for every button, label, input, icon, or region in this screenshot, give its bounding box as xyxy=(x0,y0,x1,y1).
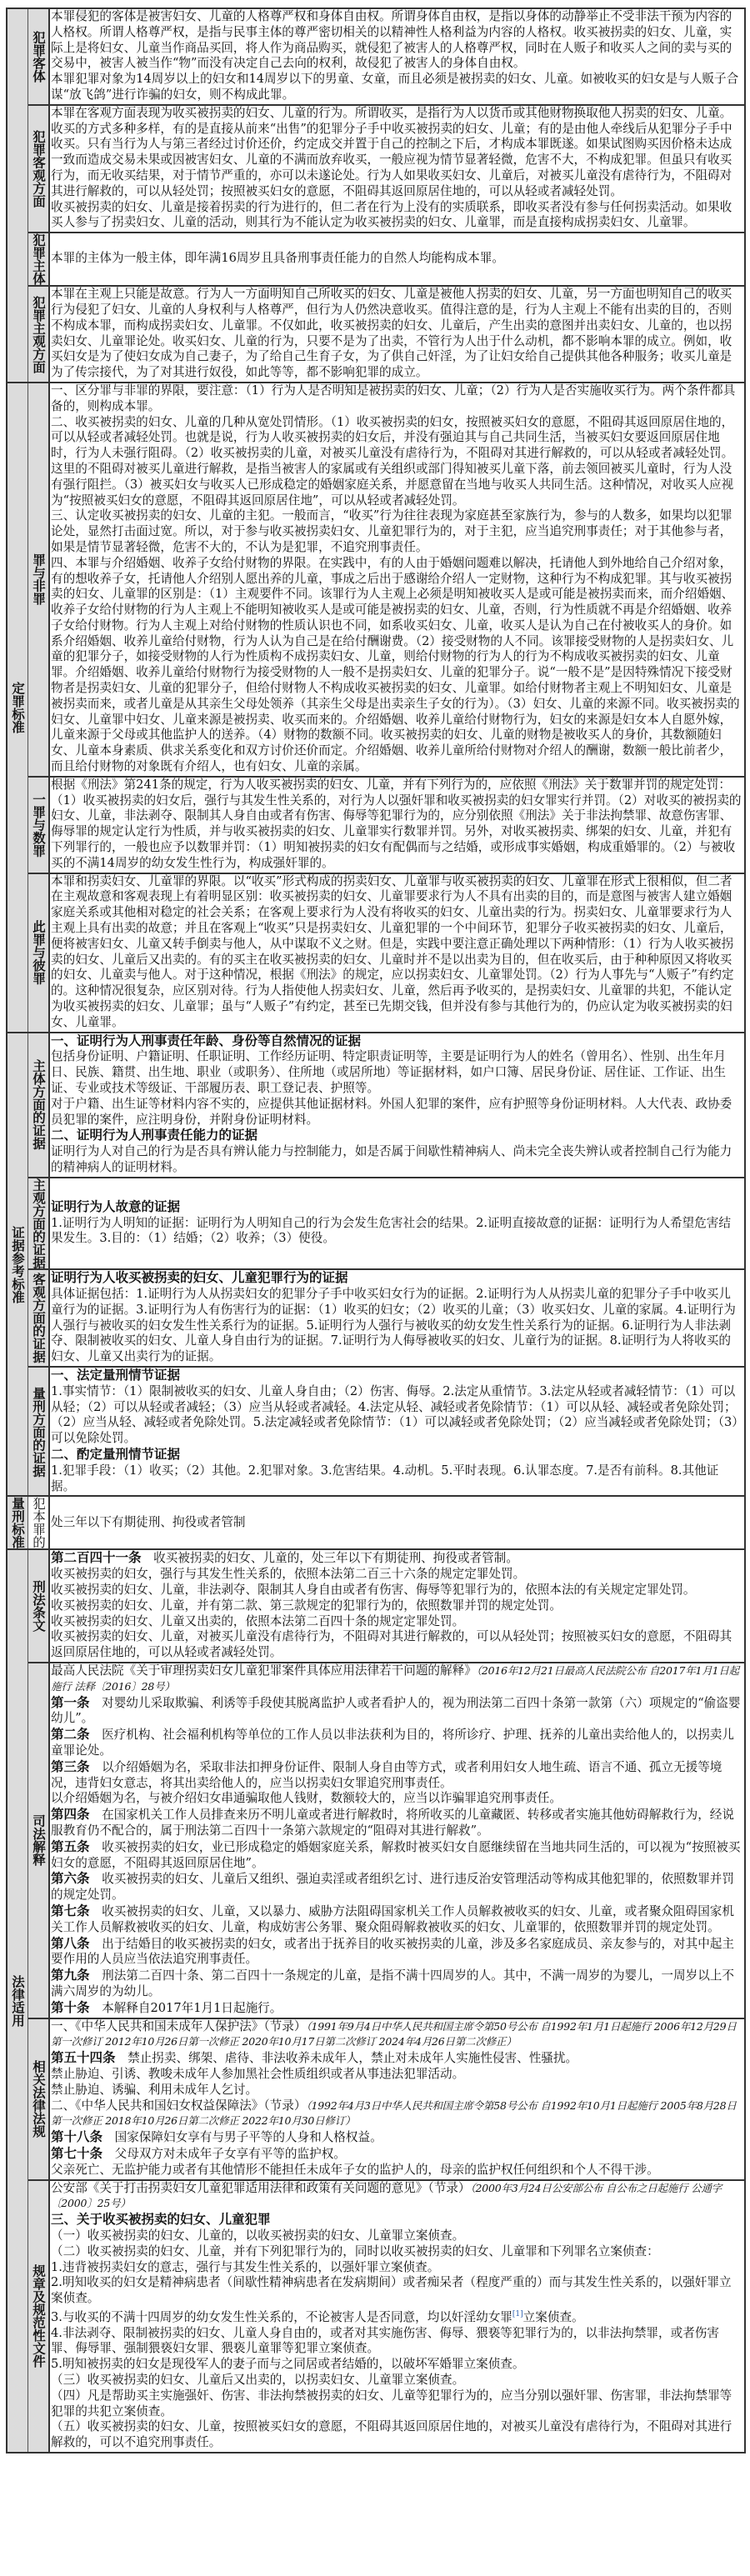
paragraph-text: 一、《中华人民共和国未成年人保护法》（节录） xyxy=(51,2018,307,2033)
paragraph-text: 出于结婚目的收买被拐卖的妇女，或者出于抚养目的收买被拐卖的儿童，涉及多名家庭成员、亲友参与的，对其中起主要作用的人员应当依法追究刑事责任。 xyxy=(51,1936,734,1967)
paragraph: 四、本罪与介绍婚姻、收养子女给付财物的界限。在实践中，有的人由于婚姻问题难以解决，托请他人到外地给自己介绍对象，有的想收养子女，托请他人介绍别人愿出养的儿童，事成之后出于感谢给介绍人一定财物，这种行为不构成犯罪。其与收买被拐卖的妇女、儿童罪的区别是：（1）主观要件不同。该罪行为人主观上必须是明知被收买人是或可能是被拐卖而来，而介绍婚姻、收养子女给付财物的行为人主观上不能明知被收买人是或可能是被拐卖的妇女、儿童，否则，行为性质就不再是介绍婚姻、收养子女给付财物。行为人主观上对给付财物的性质认识也不同，如系收买妇女、儿童，收买人是认为自己在付被收买人的身价。如系介绍婚姻、收养儿童给付财物，行为人认为自己是在给付酬谢费。（2）接受财物的人不同。该罪接受财物的人是拐卖妇女、儿童的犯罪分子，如接受财物的人行为性质构不成拐卖妇女、儿童，则给付财物的行为人的行为不构成收买被拐卖的妇女、儿童罪。介绍婚姻、收养儿童给付财物行为接受财物的人一般不是拐卖妇女、儿童的犯罪分子。说“一般不是”是因特殊情况下接受财物者是拐卖妇女、儿童的犯罪分子，但给付财物人不构成收买被拐卖的妇女、儿童罪。如给付财物者主观上不明知妇女、儿童是被拐卖而来，或者儿童是从其亲生父母处领养（其亲生父母是出卖亲生子女的行为）。（3）妇女、儿童的来源不同。收买被拐卖的妇女、儿童罪中妇女、儿童来源是被拐卖、收买而来的。介绍婚姻、收养儿童给付财物行为，妇女的来源是妇女本人自愿外嫁，儿童来源于父母或其他监护人的送养。（4）财物的数额不同。收买被拐卖的妇女、儿童的财物是被收买人的身价，其数额随妇女、儿童本身素质、供求关系变化和双方讨价还价而定。介绍婚姻、收养儿童所给付财物对介绍人的酬谢，数额一般比前者少，而且给付财物的对象既有介绍人，也有妇女、儿童的亲属。 xyxy=(51,555,740,774)
section-label-cell xyxy=(8,1550,28,2451)
article-heading: 第十八条 xyxy=(51,2128,103,2145)
paragraph xyxy=(51,2357,742,2373)
paragraph xyxy=(51,1629,742,1661)
paragraph: 本罪在客观方面表现为收买被拐卖的妇女、儿童的行为。所谓收买，是指行为人以货币或其他财物换取他人拐卖的妇女、儿童。收买的方式多种多样，有的是直接从前来“出售”的犯罪分子手中收买被拐卖的妇女、儿童；有的是由他人牵线后从犯罪分子手中收买。只有当行为人与第三者经过讨价还价，约定成交并置于自己的控制之下后，才构成本罪既遂。如果试图购买因价格未达成一致而造成交易未果或因被害妇女、儿童的不满而放弃收买，一般应视为情节显著轻微，危害不大，不构成犯罪。但虽只有收买行为，而无收买结果，对于情节严重的，亦可以未遂论处。行为人如果收买妇女、儿童后，对被买儿童没有虐待行为，不阻碍对其进行解救的，可以从轻处罚；按照被买妇女的意愿，不阻碍其返回原居住地的，可以从轻或者减轻处罚。 xyxy=(51,105,732,198)
row-label-cell xyxy=(28,9,50,104)
row-label: 犯罪主观方面 xyxy=(31,295,47,373)
table-row xyxy=(28,1550,744,1663)
paragraph xyxy=(51,2050,742,2067)
row-content xyxy=(50,9,744,104)
paragraph xyxy=(51,1791,742,1807)
paragraph-text: 二、《中华人民共和国妇女权益保障法》（节录） xyxy=(51,2098,307,2113)
table-row xyxy=(28,1663,744,2019)
paragraph xyxy=(51,1695,742,1728)
paragraph xyxy=(51,1368,742,1384)
article-heading: 第八条 xyxy=(51,1934,90,1951)
article-heading: 第六条 xyxy=(51,1870,90,1887)
paragraph xyxy=(51,1968,742,2000)
row-label-cell xyxy=(28,1178,50,1269)
paragraph xyxy=(51,2388,742,2420)
paragraph xyxy=(51,2000,742,2017)
paragraph-text: 对婴幼儿采取欺骗、利诱等手段使其脱离监护人或者看护人的，视为刑法第二百四十条第一款第（六）项规定的“偷盗婴幼儿”。 xyxy=(51,1695,741,1726)
row-label-cell xyxy=(28,287,50,382)
article-heading: 证明行为人收买被拐卖的妇女、儿童犯罪行为的证据 xyxy=(51,1269,348,1286)
row-content xyxy=(50,1033,744,1177)
paragraph-text: 禁止拐卖、绑架、虐待、非法收养未成年人，禁止对未成年人实施性侵害、性骚扰。 xyxy=(115,2051,578,2066)
row-label: 犯罪客体 xyxy=(31,30,47,83)
content-wrapper xyxy=(51,1178,742,1268)
section-rows xyxy=(28,383,744,1032)
row-label: 主观方面的证据 xyxy=(31,1178,47,1269)
paragraph xyxy=(51,2326,742,2358)
paragraph xyxy=(51,1614,742,1630)
paragraph-text: （三）收买被拐卖的妇女、儿童后又出卖的，以拐卖妇女、儿童罪立案侦查。 xyxy=(51,2372,465,2387)
row-label: 量刑方面的证据 xyxy=(31,1386,47,1477)
table-row xyxy=(28,1497,744,1548)
paragraph-text: 对于户籍、出生证等材料内容不实的，应提供其他证据材料。外国人犯罪的案件，应有护照等身份证明材料。人大代表、政协委员犯罪的案件，应注明身份，并附身份证明材料。 xyxy=(51,1096,732,1127)
article-heading: 第十条 xyxy=(51,1998,90,2015)
row-label-cell xyxy=(28,1270,50,1366)
paragraph-text: 国家保障妇女享有与男子平等的人身和人格权益。 xyxy=(102,2130,382,2145)
paragraph-text: 3.与收买的不满十四周岁的幼女发生性关系的，不论被害人是否同意，均以奸淫幼女罪 xyxy=(51,2309,512,2324)
content-body xyxy=(51,1515,246,1531)
paragraph xyxy=(51,2181,742,2213)
section-label-cell xyxy=(8,383,28,1032)
row-content xyxy=(50,2181,744,2452)
row-label: 客观方面的证据 xyxy=(31,1273,47,1363)
source-note: （2000年3月24日公安部公布 自公布之日起施行 公通字〔2000〕25号） xyxy=(51,2181,722,2210)
paragraph-text: 收买被拐卖的妇女、儿童，对被买儿童没有虐待行为，不阻碍对其进行解救的，可以从轻处罚；按照被买妇女的意愿，不阻碍其返回原居住地的，可以从轻或者减轻处罚。 xyxy=(51,1629,732,1660)
article-heading: 三、关于收买被拐卖的妇女、儿童犯罪 xyxy=(51,2211,271,2228)
row-label: 一罪与数罪 xyxy=(31,793,47,858)
paragraph: 二、收买被拐卖的妇女、儿童的几种从宽处罚情形。（1）收买被拐卖的妇女，按照被买妇女的意愿，不阻碍其返回原居住地的，可以从轻或者减轻处罚。也就是说，行为人收买被拐卖的妇女后，并没有强迫其与自己共同生活，当被买妇女要返回原居住地时，行为人未强行阻碍。（2）收买被拐卖的儿童，对被买儿童没有虐待行为，不阻碍对其进行解救的，可以从轻或者减轻处罚。这里的不阻碍对被买儿童进行解救，是指当被害人的家属或有关组织或部门得知被买儿童下落，前去领回被买儿童时，行为人没有强行阻拦。（3）被买妇女与收买人已形成稳定的婚姻家庭关系，并愿意留在当地与收买人共同生活。这种情况，对收买人应视为“按照被买妇女的意愿，不阻碍其返回原居住地”，可以从轻或者减轻处罚。 xyxy=(51,414,734,508)
row-content xyxy=(50,233,744,285)
paragraph xyxy=(51,1287,742,1365)
article-heading: 第一条 xyxy=(51,1693,90,1710)
row-label-cell xyxy=(28,778,50,873)
paragraph xyxy=(51,1936,742,1968)
table-row xyxy=(28,778,744,874)
paragraph-text: 立案侦查。 xyxy=(522,2309,584,2324)
row-content xyxy=(50,1497,744,1548)
paragraph: 一、区分罪与非罪的界限，要注意：（1）行为人是否明知是被拐卖的妇女、儿童；（2）行为人是否实施收买行为。两个条件都具备的，则构成本罪。 xyxy=(51,383,736,413)
paragraph-text: 2.明知收买的妇女是精神病患者（间歇性精神病患者在发病期间）或者痴呆者（程度严重的）而与其发生性关系的，以强奸罪立案侦查。 xyxy=(51,2275,732,2306)
paragraph xyxy=(51,1598,742,1614)
paragraph-text: 公安部《关于打击拐卖妇女儿童犯罪适用法律和政策有关问题的意见》（节录） xyxy=(51,2180,471,2195)
paragraph-text: 父母双方对未成年子女享有平等的监护权。 xyxy=(102,2146,346,2161)
article-heading: 第五条 xyxy=(51,1838,90,1854)
article-heading: 一、证明行为人刑事责任年龄、身份等自然情况的证据 xyxy=(51,1032,362,1048)
legal-reference-table xyxy=(6,8,746,2453)
paragraph-text: 禁止胁迫、引诱、教唆未成年人参加黑社会性质组织或者从事违法犯罪活动。 xyxy=(51,2066,465,2081)
content-wrapper xyxy=(51,1497,246,1548)
paragraph-text: 具体证据包括：1.证明行为人从拐卖妇女的犯罪分子手中收买妇女行为的证据。2.证明行为人从拐卖儿童的犯罪分子手中收买儿童行为的证据。3.证明行为人有伤害行为的证据：（1）收买的妇女；（2）收买的儿童；（3）收买妇女、儿童的家属。4.证明行为人强行与被收买的妇女发生性关系行为的证据。5.证明行为人强行与被收买的幼女发生性关系行为的证据。6.证明行为人非法剥夺、限制被收买的妇女、儿童人身自由行为的证据。7.证明行为人侮辱被收买的妇女、儿童行为的证据。8.证明行为人将收买的妇女、儿童又出卖行为的证据。 xyxy=(51,1287,736,1364)
footnote-link[interactable]: [ $^1$ ] xyxy=(512,2310,523,2318)
row-content xyxy=(50,874,744,1032)
table-row xyxy=(28,287,744,382)
section-label: 证据参考标准 xyxy=(10,1225,26,1303)
paragraph-text: （五）收买被拐卖的妇女、儿童，按照被买妇女的意愿，不阻碍其返回原居住地的，对被买儿童没有虐待行为，不阻碍对其进行解救的，可以不追究刑事责任。 xyxy=(51,2419,732,2450)
row-label: 犯罪客观方面 xyxy=(31,129,47,208)
row-content xyxy=(50,1550,744,1662)
section-rows xyxy=(28,1497,744,1548)
row-label-cell xyxy=(28,1550,50,1662)
paragraph-text: 父亲死亡、无监护能力或者有其他情形不能担任未成年子女的监护人的，母亲的监护权任何组织和个人不得干涉。 xyxy=(51,2162,659,2177)
paragraph: 本罪犯罪对象为14周岁以上的妇女和14周岁以下的男童、女童，而且必须是被拐卖的妇女、儿童。如被收买的妇女是与人贩子合谋“放飞鸽”进行诈骗的妇女，则不构成此罪。 xyxy=(51,72,739,102)
paragraph-text: 以介绍婚姻为名，采取非法扣押身份证件、限制人身自由等方式，或者利用妇女人地生疏、语言不通、孤立无援等境况，违背妇女意志，将其出卖给他人的，应当以拐卖妇女罪追究刑事责任。 xyxy=(51,1759,722,1790)
paragraph-text: 收买被拐卖的妇女、儿童又出卖的，依照本法第二百四十条的规定定罪处罚。 xyxy=(51,1613,465,1628)
section xyxy=(8,1033,744,1498)
paragraph: 本罪的主体为一般主体，即年满16周岁且具备刑事责任能力的自然人均能构成本罪。 xyxy=(51,251,504,266)
paragraph-text: 收买被拐卖的妇女、儿童后又组织、强迫卖淫或者组织乞讨、进行违反治安管理活动等构成其他犯罪的，依照数罪并罚的规定处罚。 xyxy=(51,1872,734,1903)
paragraph xyxy=(51,2307,742,2326)
paragraph xyxy=(51,2019,742,2051)
article-heading: 第三条 xyxy=(51,1758,90,1774)
paragraph-text: 1.证明行为人明知的证据：证明行为人明知自己的行为会发生危害社会的结果。2.证明直接故意的证据：证明行为人希望危害结果发生。3.目的：（1）结婚；（2）收养；（3）使役。 xyxy=(51,1215,731,1246)
article-heading: 证明行为人故意的证据 xyxy=(51,1198,181,1214)
row-label-cell xyxy=(28,233,50,285)
paragraph xyxy=(51,1199,742,1216)
paragraph-text: 禁止胁迫、诱骗、利用未成年人乞讨。 xyxy=(51,2082,258,2097)
paragraph-text: 收买被拐卖的妇女、儿童，又以暴力、威胁方法阻碍国家机关工作人员解救被收买的妇女、儿童，或者聚众阻碍国家机关工作人员解救被收买的妇女、儿童，构成妨害公务罪、聚众阻碍解救被收买的妇女、儿童罪的，依照数罪并罚的规定处罚。 xyxy=(51,1903,734,1934)
paragraph xyxy=(51,1871,742,1903)
paragraph xyxy=(51,1567,742,1583)
section-rows xyxy=(28,1033,744,1496)
table-row xyxy=(28,233,744,287)
paragraph-text: 收买被拐卖的妇女、儿童的，处三年以下有期徒刑、拘役或者管制。 xyxy=(141,1551,518,1566)
row-content xyxy=(50,1368,744,1495)
row-content xyxy=(50,1663,744,2018)
source-note: （2016年12月21日最高人民法院公布 自2017年1月1日起施行 法释〔2016〕28号） xyxy=(51,1664,739,1693)
row-label-cell xyxy=(28,2019,50,2179)
article-heading: 第二条 xyxy=(51,1726,90,1743)
paragraph-text: 最高人民法院《关于审理拐卖妇女儿童犯罪案件具体应用法律若干问题的解释》 xyxy=(51,1663,477,1678)
row-content xyxy=(50,2019,744,2179)
article-heading: 第二百四十一条 xyxy=(51,1549,142,1566)
paragraph xyxy=(51,2244,742,2260)
paragraph: 三、认定收买被拐卖的妇女、儿童的主犯。一般而言，“收买”行为往往表现为家庭甚至家族行为，参与的人数多，如果均以犯罪论处，显然打击面过宽。所以，对于参与收买被拐卖妇女、儿童犯罪行为的，对于主犯，应当追究刑事责任；对于其他参与者，如果是情节显著轻微，危害不大的，不认为是犯罪，不追究刑事责任。 xyxy=(51,508,732,554)
row-label: 犯罪主体 xyxy=(31,233,47,286)
table-row xyxy=(28,874,744,1032)
table-row xyxy=(28,106,744,233)
paragraph xyxy=(51,1663,742,1695)
row-label: 犯本罪的 xyxy=(31,1497,46,1549)
table-row xyxy=(28,1270,744,1368)
paragraph-text: （四）凡是帮助买主实施强奸、伤害、非法拘禁被拐卖的妇女、儿童等犯罪行为的，应当分别以强奸罪、伤害罪，非法拘禁罪等犯罪的共犯立案侦查。 xyxy=(51,2388,732,2418)
paragraph xyxy=(51,1144,742,1176)
paragraph-text: 刑法第二百四十条、第二百四十一条规定的儿童，是指不满十四周岁的人。其中，不满一周岁的为婴儿，一周岁以上不满六周岁的为幼儿。 xyxy=(51,1968,734,1998)
table-row xyxy=(28,9,744,106)
section-rows xyxy=(28,9,744,382)
row-label: 规章及规范性文件 xyxy=(31,2264,47,2368)
paragraph-text: 4.非法剥夺、限制被拐卖的妇女、儿童人身自由的，或者对其实施伤害、侮辱、猥亵等犯罪行为的，以非法拘禁罪，或者伤害罪、侮辱罪、强制猥亵妇女罪、猥亵儿童罪等犯罪立案侦查。 xyxy=(51,2325,719,2356)
section-label-cell xyxy=(8,9,28,382)
paragraph xyxy=(51,2212,742,2228)
row-label: 刑法条文 xyxy=(31,1580,47,1633)
paragraph xyxy=(51,1839,742,1872)
row-label: 相关法律法规 xyxy=(31,2060,47,2138)
table-row xyxy=(28,2019,744,2181)
content-body xyxy=(51,251,504,267)
row-label-cell xyxy=(28,2181,50,2452)
paragraph-text: 5.明知被拐卖的妇女是现役军人的妻子而与之同居或者结婚的，以破坏军婚罪立案侦查。 xyxy=(51,2357,525,2372)
paragraph xyxy=(51,1033,742,1050)
row-content xyxy=(50,383,744,776)
row-label: 主体方面的证据 xyxy=(31,1059,47,1150)
paragraph-text: 医疗机构、社会福利机构等单位的工作人员以非法获利为目的，将所诊疗、护理、抚养的儿童出卖给他人的，以拐卖儿童罪论处。 xyxy=(51,1728,734,1758)
paragraph xyxy=(51,1049,742,1096)
row-content xyxy=(50,106,744,232)
paragraph-text: 包括身份证明、户籍证明、任职证明、工作经历证明、特定职责证明等，主要是证明行为人的姓名（曾用名）、性别、出生年月日、民族、籍贯、出生地、职业（或职务）、住所地（或居所地）等证据材料，如户口簿、居民身份证、居住证、工作证、出生证、专业或技术等级证、干部履历表、职工登记表、护照等。 xyxy=(51,1049,726,1095)
paragraph: 本罪侵犯的客体是被害妇女、儿童的人格尊严权和身体自由权。所谓身体自由权，是指以身体的动静举止不受非法干预为内容的人格权。所谓人格尊严权，是指与民事主体的尊严密切相关的以精神性人格利益为内容的人格权。收买被拐卖的妇女、儿童，实际上是将妇女、儿童当作商品买回，将人作为商品购买，就侵犯了被害人的人格尊严权，同时在人贩子和收买人之间的卖与买的交易中，被害人被当作“物”而没有决定自己去向的权利，故侵犯了被害人的身体自由权。 xyxy=(51,9,732,71)
paragraph xyxy=(51,2129,742,2146)
paragraph-text: 1.违背被拐卖妇女的意志，强行与其发生性关系的，以强奸罪立案侦查。 xyxy=(51,2259,440,2274)
row-content xyxy=(50,287,744,382)
paragraph xyxy=(51,1463,742,1495)
article-heading: 二、证明行为人刑事责任能力的证据 xyxy=(51,1127,258,1143)
table-row xyxy=(28,383,744,778)
row-label: 此罪与彼罪 xyxy=(31,920,47,985)
row-label-cell xyxy=(28,106,50,232)
paragraph xyxy=(51,2275,742,2307)
source-note: （1991年9月4日中华人民共和国主席令第50号公布 自1992年1月1日起施行 2006年12月29日第一次修订 2012年10月26日第一次修正 2020年10月17日第二次修订 2024年4月26日第二次修正） xyxy=(51,2019,737,2048)
row-label: 司法解释 xyxy=(31,1814,47,1867)
paragraph-text: 以介绍婚姻为名，与被介绍妇女串通骗取他人钱财，数额较大的，应当以诈骗罪追究刑事责任。 xyxy=(51,1791,562,1806)
paragraph xyxy=(51,2260,742,2276)
paragraph xyxy=(51,1550,742,1567)
row-content xyxy=(50,1270,744,1366)
row-content xyxy=(50,1178,744,1269)
paragraph: 本罪在主观上只能是故意。行为人一方面明知自己所收买的妇女、儿童是被他人拐卖的妇女、儿童，另一方面也明知自己的收买行为侵犯了妇女、儿童的人身权利与人格尊严，但行为人仍然决意收买。值得注意的是，行为人主观上不能有出卖的目的，否则不构成本罪，而构成拐卖妇女、儿童罪。不仅如此，收买被拐卖的妇女、儿童后，产生出卖的意图并出卖妇女、儿童的，也以拐卖妇女、儿童罪论处。收买妇女、儿童的行为，只要不是为了出卖，不管行为人出于什么动机，都不影响本罪的成立。例如，收买妇女是为了使妇女成为自己妻子，为了给自己生育子女，为了供自己奸淫，为了让妇女给自己提供其他各种服务；收买儿童是为了传宗接代，为了对其进行奴役，如此等等，都不影响犯罪的成立。 xyxy=(51,287,732,380)
row-label-cell xyxy=(28,1497,50,1548)
row-label: 罪与非罪 xyxy=(31,553,47,606)
source-note: （1992年4月3日中华人民共和国主席令第58号公布 自1992年10月1日起施行 2005年8月28日第一次修正 2018年10月26日第二次修正 2022年10月30日修订） xyxy=(51,2098,737,2128)
section xyxy=(8,383,744,1033)
article-heading: 第七条 xyxy=(51,1902,90,1918)
paragraph-text: 证明行为人对自己的行为是否具有辨认能力与控制能力，如是否属于间歇性精神病人、尚未完全丧失辨认或者控制自己行为能力的精神病人的证明材料。 xyxy=(51,1144,732,1174)
paragraph xyxy=(51,1097,742,1128)
row-content xyxy=(50,778,744,873)
paragraph xyxy=(51,1384,742,1447)
paragraph xyxy=(51,2083,742,2098)
paragraph-text: （一）收买被拐卖的妇女、儿童的，以收买被拐卖的妇女、儿童罪立案侦查。 xyxy=(51,2228,465,2243)
table-row xyxy=(28,1033,744,1178)
paragraph-text: 本解释自2017年1月1日起施行。 xyxy=(89,2000,282,2015)
paragraph xyxy=(51,1903,742,1936)
row-label-cell xyxy=(28,874,50,1032)
paragraph: 根据《刑法》第241条的规定，行为人收买被拐卖的妇女、儿童，并有下列行为的，应依照《刑法》关于数罪并罚的规定处罚：（1）收买被拐卖的妇女后，强行与其发生性关系的，对行为人以强奸罪和收买被拐卖的妇女罪实行并罚。（2）对收买的被拐卖的妇女、儿童，非法剥夺、限制其人身自由或者有伤害、侮辱等犯罪行为的，应分别依照《刑法》关于非法拘禁罪、故意伤害罪、侮辱罪的规定认定行为性质，并与收买被拐卖的妇女、儿童罪实行数罪并罚。另外，对收买被拐卖、绑架的妇女、儿童，并犯有下列罪行的，一般也应予以数罪并罚：（1）明知被拐卖的妇女有配偶而与之结婚，或形成事实婚姻，构成重婚罪的。（2）与被收买的不满14周岁的幼女发生性行为，构成强奸罪的。 xyxy=(51,777,742,870)
content-body xyxy=(51,1199,742,1247)
article-heading: 第七十条 xyxy=(51,2144,103,2161)
paragraph-text: 收买被拐卖的妇女、儿童，并有第二款、第三款规定的犯罪行为的，依照数罪并罚的规定处罚。 xyxy=(51,1598,562,1613)
section-label-cell xyxy=(8,1497,28,1548)
section-rows xyxy=(28,1550,744,2451)
section-label: 定罪标准 xyxy=(10,681,26,733)
section-label: 法律适用 xyxy=(10,1975,26,2028)
paragraph xyxy=(51,1216,742,1248)
paragraph xyxy=(51,1759,742,1792)
row-label-cell xyxy=(28,383,50,776)
content-wrapper xyxy=(51,233,504,284)
paragraph xyxy=(51,2228,742,2244)
article-heading: 第五十四条 xyxy=(51,2049,116,2066)
section-label-cell xyxy=(8,1033,28,1496)
section xyxy=(8,9,744,383)
paragraph xyxy=(51,1270,742,1287)
row-label-cell xyxy=(28,1663,50,2018)
section xyxy=(8,1550,744,2451)
paragraph-text: 在国家机关工作人员排查来历不明儿童或者进行解救时，将所收买的儿童藏匿、转移或者实施其他妨碍解救行为，经说服教育仍不配合的，属于刑法第二百四十一条第六款规定的“阻碍对其进行解救”。 xyxy=(51,1808,734,1838)
paragraph-text: （二）收买被拐卖的妇女、儿童，并有下列犯罪行为的，同时以收买被拐卖的妇女、儿童罪和下列罪名立案侦查： xyxy=(51,2243,659,2258)
table-row xyxy=(28,1178,744,1271)
row-label-cell xyxy=(28,1368,50,1495)
paragraph xyxy=(51,1727,742,1759)
article-heading: 第九条 xyxy=(51,1967,90,1983)
paragraph xyxy=(51,2098,742,2130)
paragraph xyxy=(51,2419,742,2451)
table-row xyxy=(28,2181,744,2452)
paragraph: 收买被拐卖的妇女、儿童是接着拐卖的行为进行的，但二者在行为上没有的实质联系，即收买者没有参与任何拐卖活动。如果收买人参与了拐卖妇女、儿童的活动，则其行为不能认定为收买被拐卖的妇女、儿童罪，而是直接构成拐卖妇女、儿童罪。 xyxy=(51,199,732,230)
paragraph xyxy=(51,1807,742,1839)
section xyxy=(8,1497,744,1550)
paragraph xyxy=(51,1583,742,1598)
paragraph-text: 收买被拐卖的妇女，强行与其发生性关系的，依照本法第二百三十六条的规定定罪处罚。 xyxy=(51,1567,526,1582)
row-label-cell xyxy=(28,1033,50,1177)
paragraph xyxy=(51,2146,742,2163)
paragraph xyxy=(51,2163,742,2178)
paragraph xyxy=(51,2067,742,2083)
table-row xyxy=(28,1368,744,1495)
paragraph-text: 1.犯罪手段：（1）收买；（2）其他。2.犯罪对象。3.危害结果。4.动机。5.平时表现。6.认罪态度。7.是否有前科。8.其他证据。 xyxy=(51,1463,719,1493)
paragraph xyxy=(51,2373,742,2388)
paragraph xyxy=(51,1128,742,1144)
article-heading: 一、法定量刑情节证据 xyxy=(51,1367,181,1383)
paragraph-text: 收买被拐卖的妇女、儿童，非法剥夺、限制其人身自由或者有伤害、侮辱等犯罪行为的，依照本法的有关规定定罪处罚。 xyxy=(51,1583,696,1598)
article-heading: 二、酌定量刑情节证据 xyxy=(51,1446,181,1463)
paragraph: 本罪和拐卖妇女、儿童罪的界限。以“收买”形式构成的拐卖妇女、儿童罪与收买被拐卖的妇女、儿童罪在形式上很相似，但二者在主观故意和客观表现上有着明显区别：收买被拐卖的妇女、儿童罪要求行为人不具有出卖的目的，而是意图与被害人建立婚姻家庭关系或其他相对稳定的社会关系；在客观上要求行为人没有将收买的妇女、儿童出卖的行为。拐卖妇女、儿童罪要求行为人主观上具有出卖的故意；并且在客观上“收买”只是拐卖妇女、儿童犯罪的一个中间环节，犯罪分子收买被拐卖的妇女、儿童后，便将被害妇女、儿童又转手倒卖与他人，从中谋取不义之财。但是，实践中要注意正确处理以下两种情形：（1）行为人收买被拐卖的妇女、儿童后又出卖的。有的买主在收买被拐卖的妇女、儿童时并不是以出卖为目的，但在收买后，由于种种原因又将收买的妇女、儿童卖与他人。对于这种情况，根据《刑法》的规定，应以拐卖妇女、儿童罪处罚。（2）行为人事先与“人贩子”有约定的。这种情况很复杂，应区别对待。行为人指使他人拐卖妇女、儿童，然后再予收买的，是拐卖妇女、儿童罪的共犯，不能认定为收买被拐卖的妇女、儿童罪；虽与“人贩子”有约定，甚至已先期交钱，但并没有参与其他行为的，仍应认定为收买被拐卖的妇女、儿童罪。 xyxy=(51,873,734,1029)
paragraph xyxy=(51,1447,742,1463)
paragraph-text: 1.事实情节：（1）限制被收买的妇女、儿童人身自由；（2）伤害、侮辱。2.法定从重情节。3.法定从轻或者减轻情节：（1）可以从轻；（2）可以从轻或者减轻；（3）应当从轻或者减轻。4.法定从轻、减轻或者免除情节：（1）可以从轻、减轻或者免除处罚；（2）应当从轻、减轻或者免除处罚。5.法定减轻或者免除情节：（1）可以减轻或者免除处罚；（2）应当减轻或者免除处罚；（3）可以免除处罚。 xyxy=(51,1383,738,1446)
section-label: 量刑标准 xyxy=(10,1497,26,1549)
paragraph-text: 收买被拐卖的妇女，业已形成稳定的婚姻家庭关系，解救时被买妇女自愿继续留在当地共同生活的，可以视为“按照被买妇女的意愿，不阻碍其返回原居住地”。 xyxy=(51,1839,741,1870)
paragraph: 处三年以下有期徒刑、拘役或者管制 xyxy=(51,1514,246,1529)
article-heading: 第四条 xyxy=(51,1806,90,1823)
